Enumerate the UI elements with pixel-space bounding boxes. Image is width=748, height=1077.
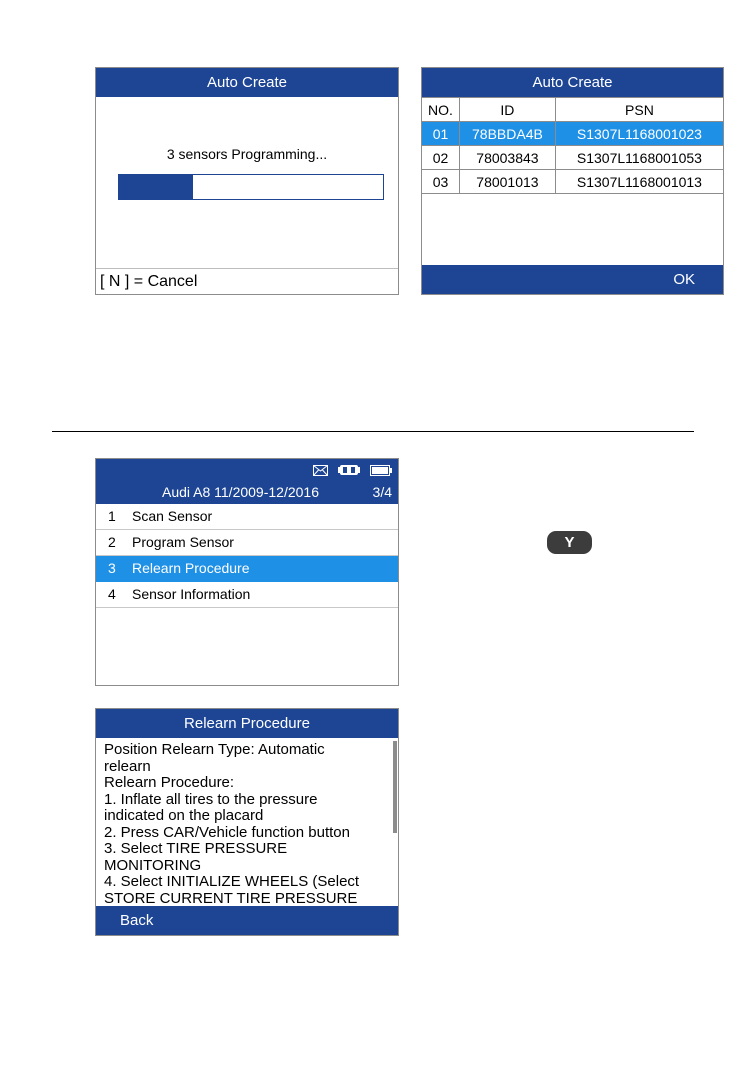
status-icons — [313, 462, 392, 478]
cell-no: 01 — [422, 122, 460, 146]
vehicle-menu-screen — [95, 458, 399, 686]
table-row[interactable] — [422, 146, 723, 170]
menu-item-number: 2 — [108, 534, 116, 550]
menu-item-label: Program Sensor — [132, 534, 234, 550]
menu-header — [96, 459, 398, 504]
menu-item-number: 1 — [108, 508, 116, 524]
menu-item-label: Relearn Procedure — [132, 560, 250, 576]
instruction-line: 1. Inflate all tires to the pressure — [104, 790, 318, 808]
menu-item-number: 3 — [108, 560, 116, 576]
vehicle-connection-icon — [338, 464, 360, 476]
auto-create-progress-screen — [95, 67, 399, 295]
progress-fill — [119, 175, 193, 199]
menu-item-label: Sensor Information — [132, 586, 251, 602]
function-menu — [96, 504, 398, 608]
menu-item-sensor-information[interactable] — [96, 582, 398, 608]
y-button-icon: Y — [547, 531, 592, 554]
instruction-line: indicated on the placard — [104, 807, 264, 824]
cancel-hint[interactable]: [ N ] = Cancel — [96, 268, 398, 294]
auto-create-result-screen — [421, 67, 724, 295]
column-header-id: ID — [460, 98, 556, 122]
instruction-line: 2. Press CAR/Vehicle function button — [104, 823, 350, 841]
progress-bar — [118, 174, 384, 200]
cell-id: 78BBDA4B — [460, 122, 556, 146]
battery-icon — [370, 465, 392, 476]
menu-item-program-sensor[interactable] — [96, 530, 398, 556]
screen-title: Relearn Procedure — [96, 709, 398, 738]
programming-message: 3 sensors Programming... — [166, 146, 328, 162]
instruction-line: 3. Select TIRE PRESSURE — [104, 840, 288, 857]
column-header-no: NO. — [422, 98, 460, 122]
cell-id: 78003843 — [460, 146, 556, 170]
cell-psn: S1307L1168001013 — [555, 170, 723, 194]
vehicle-title: Audi A8 11/2009-12/2016 — [162, 484, 319, 500]
table-row[interactable] — [422, 122, 723, 146]
table-row[interactable] — [422, 170, 723, 194]
relearn-instructions — [96, 738, 388, 906]
cell-psn: S1307L1168001053 — [555, 146, 723, 170]
screen-title: Auto Create — [422, 68, 723, 97]
instruction-line: 4. Select INITIALIZE WHEELS (Select — [104, 873, 360, 890]
ok-button[interactable]: OK — [422, 265, 723, 294]
scrollbar[interactable] — [393, 741, 397, 833]
section-divider — [52, 431, 694, 432]
relearn-procedure-screen — [95, 708, 399, 936]
sensor-table — [422, 97, 723, 194]
cell-psn: S1307L1168001023 — [555, 122, 723, 146]
back-button[interactable]: Back — [96, 906, 398, 935]
cell-no: 03 — [422, 170, 460, 194]
screen-title: Auto Create — [96, 68, 398, 97]
cell-no: 02 — [422, 146, 460, 170]
instruction-line: Relearn Procedure: — [104, 774, 235, 791]
menu-item-number: 4 — [108, 586, 116, 602]
instruction-line: relearn — [104, 757, 151, 775]
page-indicator: 3/4 — [372, 484, 392, 500]
menu-item-relearn-procedure[interactable] — [96, 556, 398, 582]
instruction-line: MONITORING — [104, 856, 202, 874]
instruction-line: STORE CURRENT TIRE PRESSURE — [104, 889, 358, 906]
menu-item-label: Scan Sensor — [132, 508, 213, 524]
column-header-psn: PSN — [555, 98, 723, 122]
mail-icon — [313, 465, 328, 476]
cell-id: 78001013 — [460, 170, 556, 194]
instruction-line: Position Relearn Type: Automatic — [104, 741, 325, 758]
menu-item-scan-sensor[interactable] — [96, 504, 398, 530]
table-header-row — [422, 98, 723, 122]
